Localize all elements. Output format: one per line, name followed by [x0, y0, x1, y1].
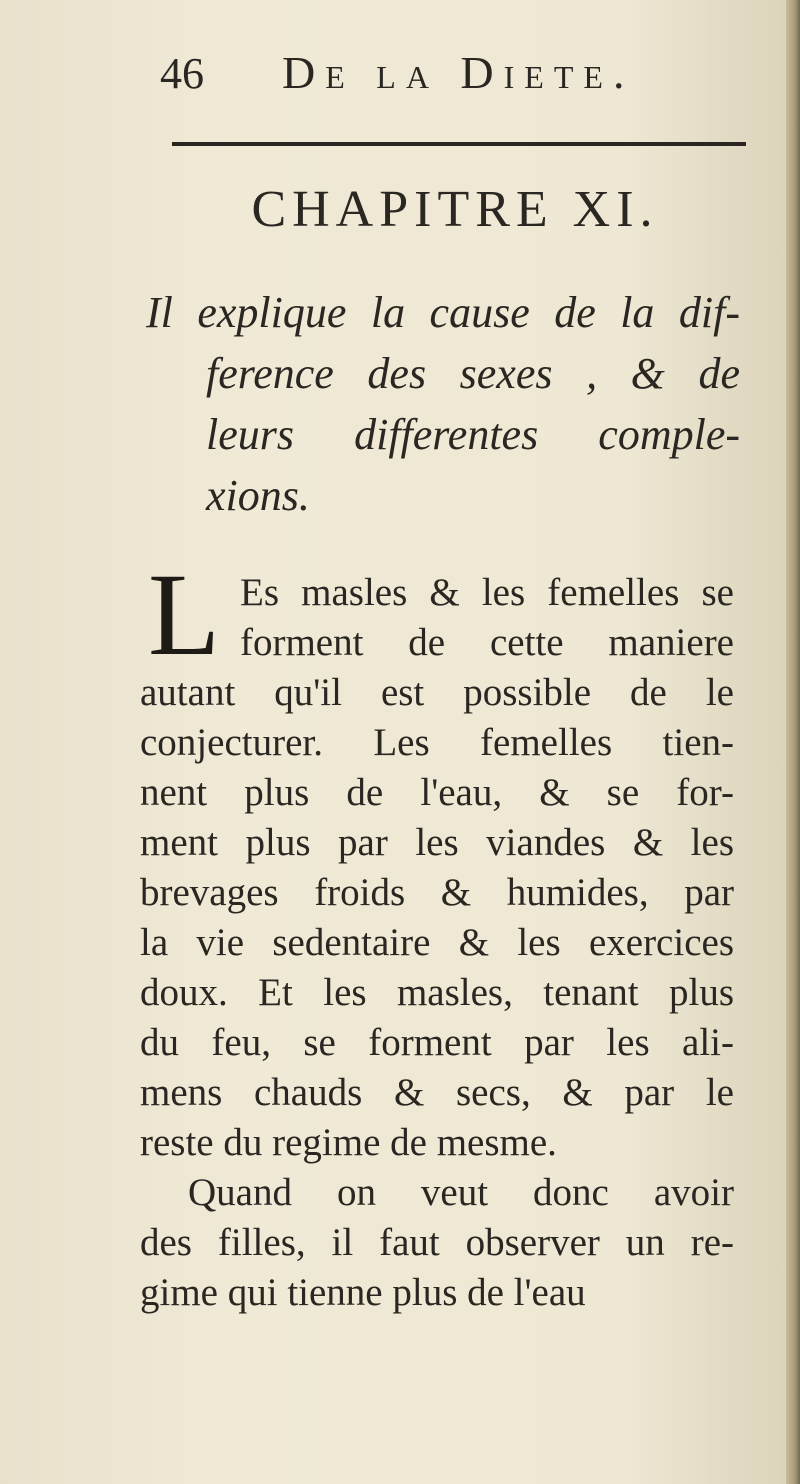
body-line: forment de cette maniere — [240, 621, 734, 664]
header-rule — [172, 142, 746, 146]
summary-line: leurs differentes comple- — [206, 410, 740, 459]
body-line: ment plus par les viandes & les — [140, 821, 734, 864]
body-line: Quand on veut donc avoir — [188, 1171, 734, 1214]
body-line: autant qu'il est possible de le — [140, 671, 734, 714]
body-line: la vie sedentaire & les exercices — [140, 921, 734, 964]
body-text — [140, 568, 734, 1318]
page-number: 46 — [160, 49, 204, 98]
body-line: nent plus de l'eau, & se for- — [140, 771, 734, 814]
drop-cap: L — [148, 549, 221, 680]
body-line: mens chauds & secs, & par le — [140, 1071, 734, 1114]
body-line: brevages froids & humides, par — [140, 871, 734, 914]
chapter-title: CHAPITRE XI. — [251, 181, 659, 238]
body-line: doux. Et les masles, tenant plus — [140, 971, 734, 1014]
page-header — [160, 40, 760, 110]
page-edge — [786, 0, 800, 1484]
summary-line: ference des sexes , & de — [206, 349, 740, 398]
running-head: De la Diete. — [282, 47, 635, 98]
chapter-summary — [146, 282, 740, 526]
body-line: reste du regime de mesme. — [140, 1121, 557, 1164]
summary-line: xions. — [206, 471, 310, 520]
body-line: gime qui tienne plus de l'eau — [140, 1271, 586, 1314]
body-line: Es masles & les femelles se — [240, 571, 734, 614]
body-line: du feu, se forment par les ali- — [140, 1021, 734, 1064]
body-line: conjecturer. Les femelles tien- — [140, 721, 734, 764]
body-line: des filles, il faut observer un re- — [140, 1221, 734, 1264]
summary-line: Il explique la cause de la dif- — [146, 288, 740, 337]
